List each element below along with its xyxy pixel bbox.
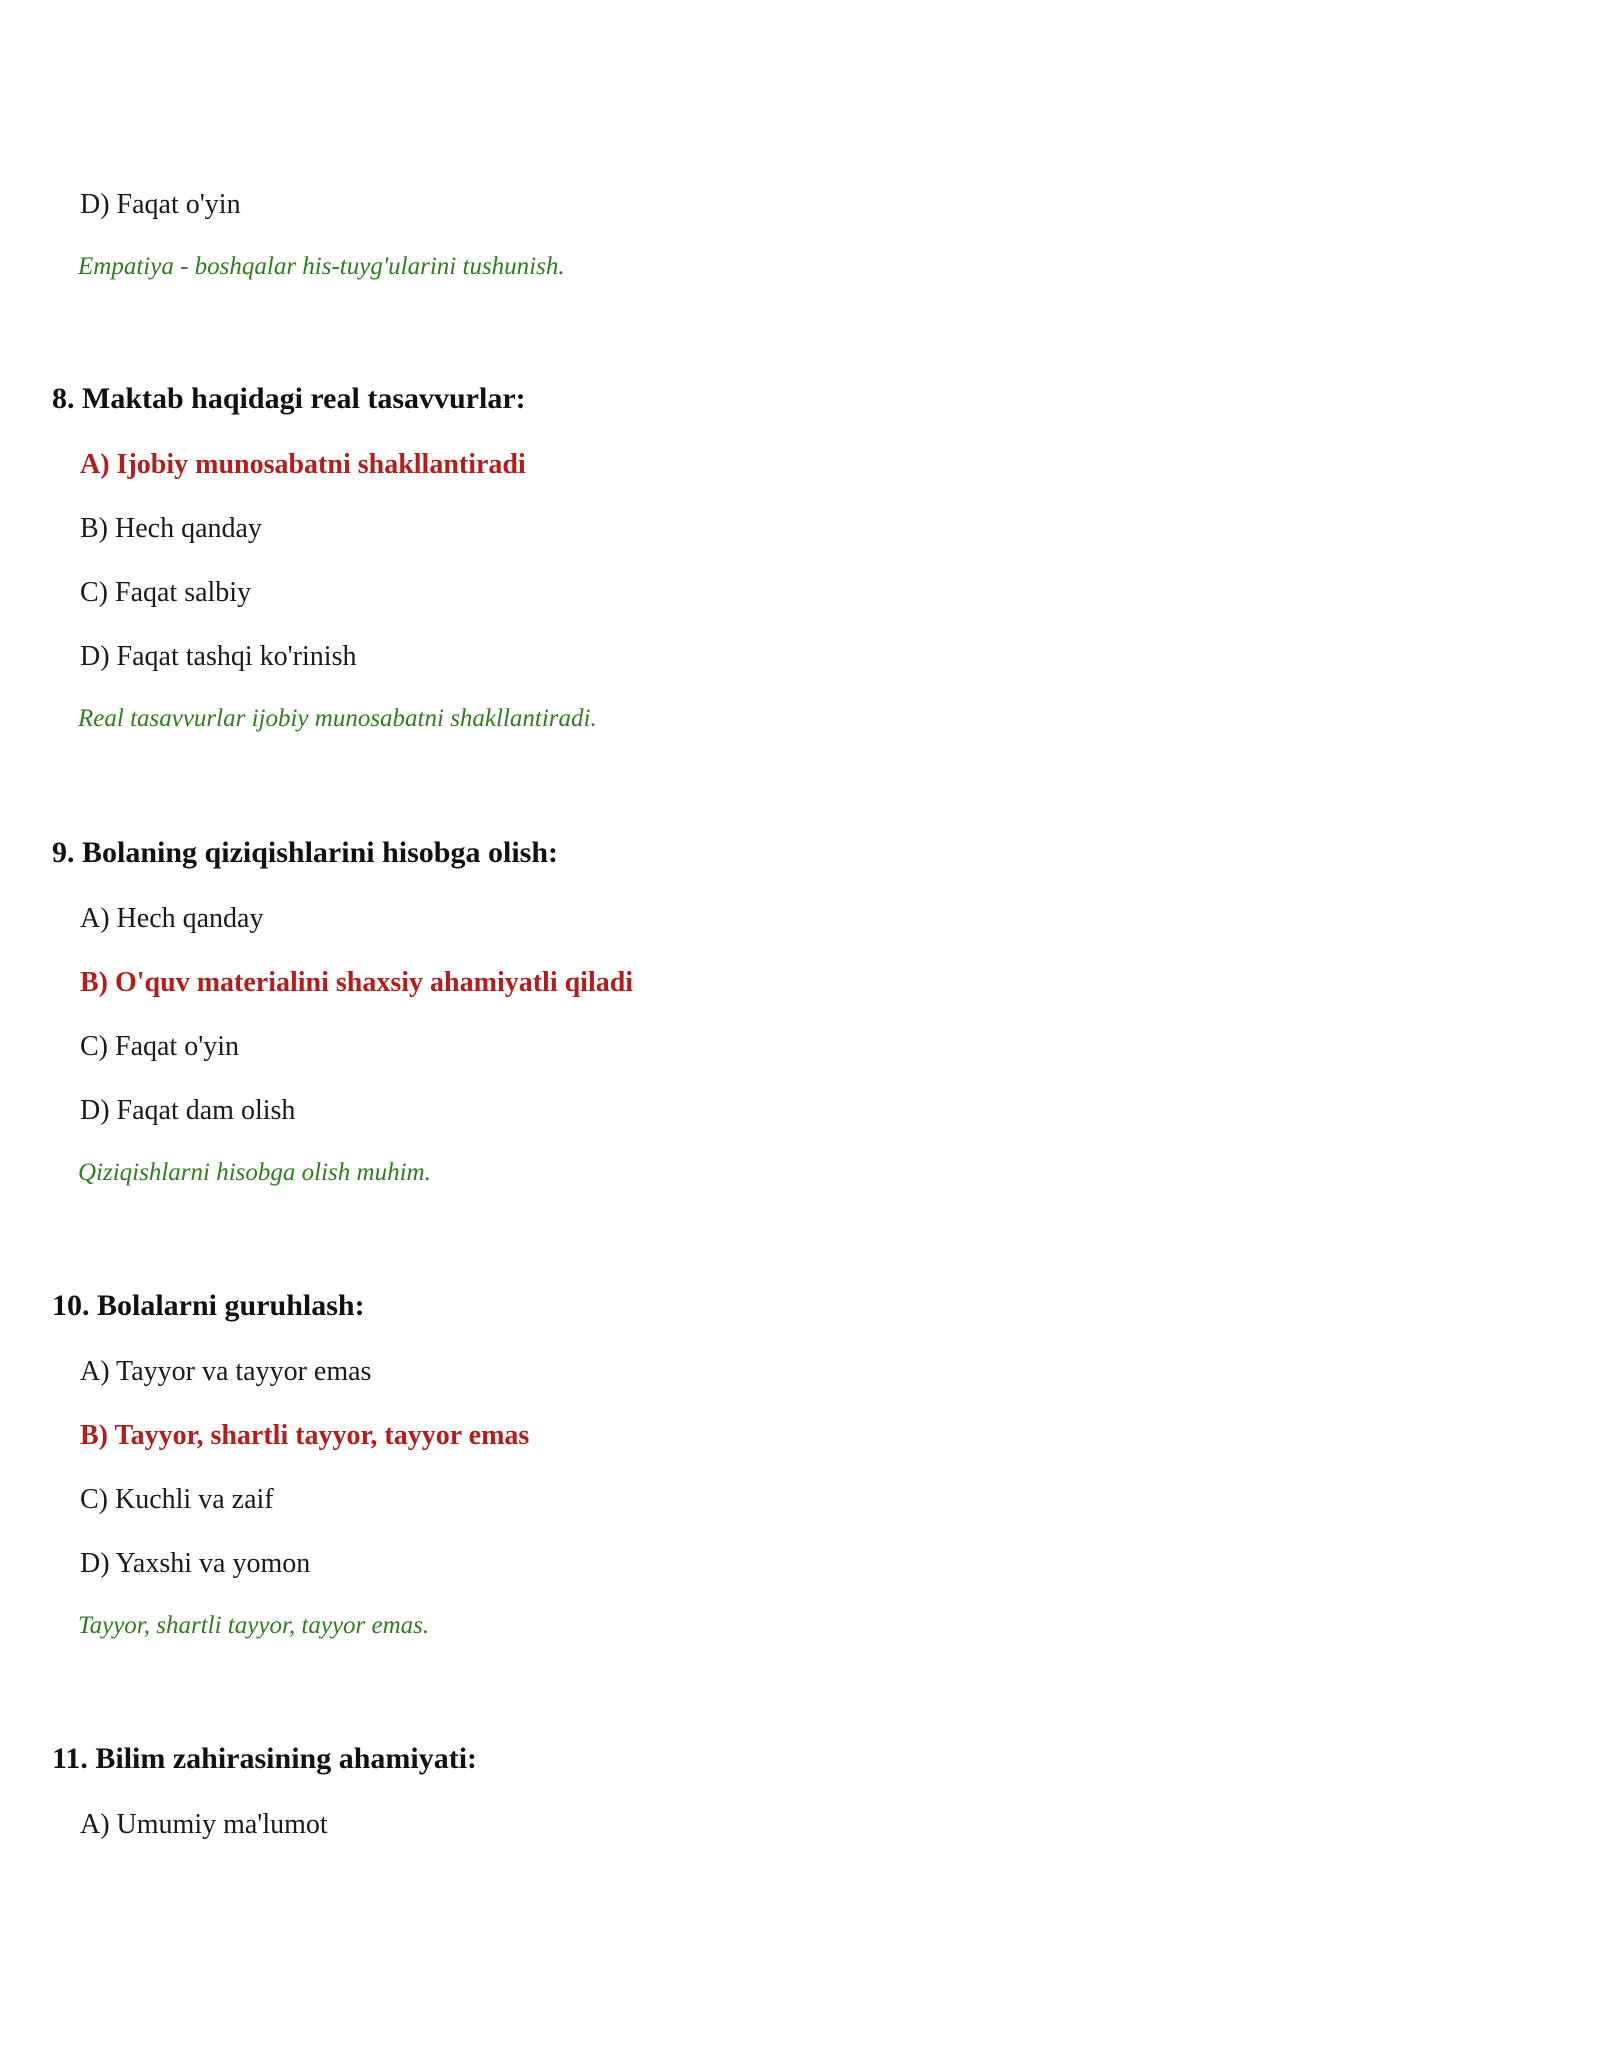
option-b-correct: B) O'quv materialini shaxsiy ahamiyatli qiladi: [80, 967, 634, 998]
option-a-correct: A) Ijobiy munosabatni shakllantiradi: [80, 449, 526, 480]
option-a: A) Hech qanday: [80, 903, 264, 934]
option-a: A) Tayyor va tayyor emas: [80, 1356, 372, 1387]
option-d: D) Yaxshi va yomon: [80, 1548, 311, 1579]
option-b-correct: B) Tayyor, shartli tayyor, tayyor emas: [80, 1420, 530, 1451]
option-c: C) Faqat o'yin: [80, 1031, 240, 1062]
option-d: D) Faqat o'yin: [80, 189, 241, 220]
option-b: B) Hech qanday: [80, 513, 262, 544]
option-c: C) Faqat salbiy: [80, 577, 252, 608]
question-title: 8. Maktab haqidagi real tasavvurlar:: [52, 382, 526, 415]
answer-explanation: Real tasavvurlar ijobiy munosabatni shakllantiradi.: [78, 705, 597, 732]
answer-explanation: Empatiya - boshqalar his-tuyg'ularini tushunish.: [78, 253, 565, 280]
question-title: 10. Bolalarni guruhlash:: [52, 1289, 365, 1322]
option-d: D) Faqat dam olish: [80, 1095, 296, 1126]
option-c: C) Kuchli va zaif: [80, 1484, 274, 1515]
answer-explanation: Tayyor, shartli tayyor, tayyor emas.: [78, 1612, 430, 1639]
question-title: 9. Bolaning qiziqishlarini hisobga olish:: [52, 836, 559, 869]
answer-explanation: Qiziqishlarni hisobga olish muhim.: [78, 1159, 431, 1186]
option-a: A) Umumiy ma'lumot: [80, 1809, 328, 1840]
option-d: D) Faqat tashqi ko'rinish: [80, 641, 357, 672]
question-title: 11. Bilim zahirasining ahamiyati:: [52, 1742, 478, 1775]
